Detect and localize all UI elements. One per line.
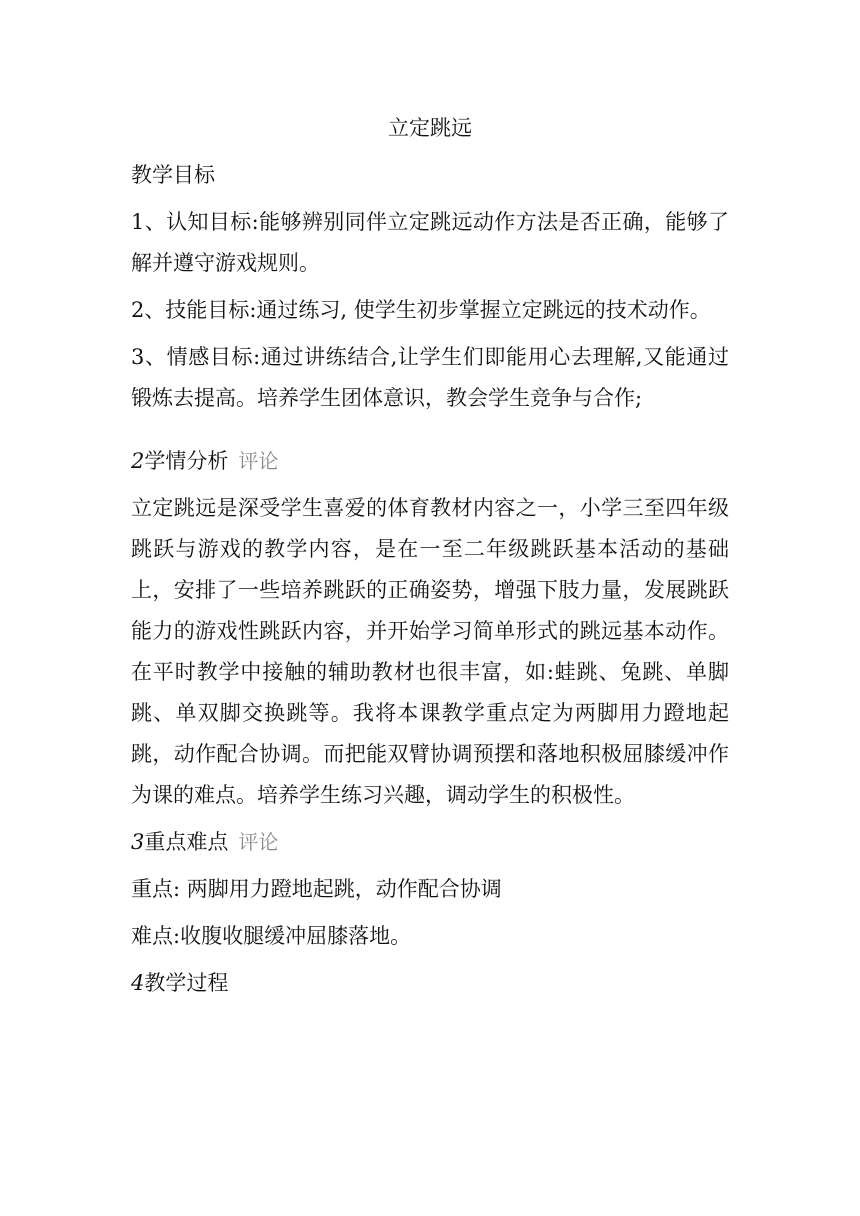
key-points-heading	[131, 822, 729, 863]
objective-item-2: 2、技能目标:通过练习, 使学生初步掌握立定跳远的技术动作。	[131, 298, 711, 322]
analysis-comment-link[interactable]: 评论	[238, 449, 279, 473]
difficulty-text: 难点:收腹收腿缓冲屈膝落地。	[131, 924, 412, 948]
process-heading	[131, 963, 729, 1004]
objective-item-1: 1、认知目标:能够辨别同伴立定跳远动作方法是否正确，能够了解并遵守游戏规则。	[131, 210, 729, 275]
key-points-title: 重点难点	[144, 830, 229, 854]
analysis-title: 学情分析	[144, 449, 229, 473]
objectives-heading: 教学目标	[131, 163, 215, 187]
process-number: 4	[131, 971, 145, 995]
key-points-number: 3	[131, 830, 145, 854]
document-content	[131, 108, 729, 1010]
analysis-heading	[131, 441, 729, 482]
objective-item-3: 3、情感目标:通过讲练结合,让学生们即能用心去理解,又能通过锻炼去提高。培养学生团体意识，教会学生竞争与合作;	[131, 345, 729, 410]
section-gap	[131, 425, 729, 441]
key-point-text: 重点: 两脚用力蹬地起跳，动作配合协调	[131, 877, 502, 901]
analysis-number: 2	[131, 449, 145, 473]
document-title: 立定跳远	[388, 116, 472, 140]
analysis-body: 立定跳远是深受学生喜爱的体育教材内容之一，小学三至四年级跳跃与游戏的教学内容，是在一至二年级跳跃基本活动的基础上，安排了一些培养跳跃的正确姿势，增强下肢力量，发展跳跃能力的游戏性跳跃内容，并开始学习简单形式的跳远基本动作。在平时教学中接触的辅助教材也很丰富，如:蛙跳、兔跳、单脚跳、单双脚交换跳等。我将本课教学重点定为两脚用力蹬地起跳，动作配合协调。而把能双臂协调预摆和落地积极屈膝缓冲作为课的难点。培养学生练习兴趣，调动学生的积极性。	[131, 496, 729, 807]
key-points-comment-link[interactable]: 评论	[238, 830, 279, 854]
process-title: 教学过程	[144, 971, 229, 995]
